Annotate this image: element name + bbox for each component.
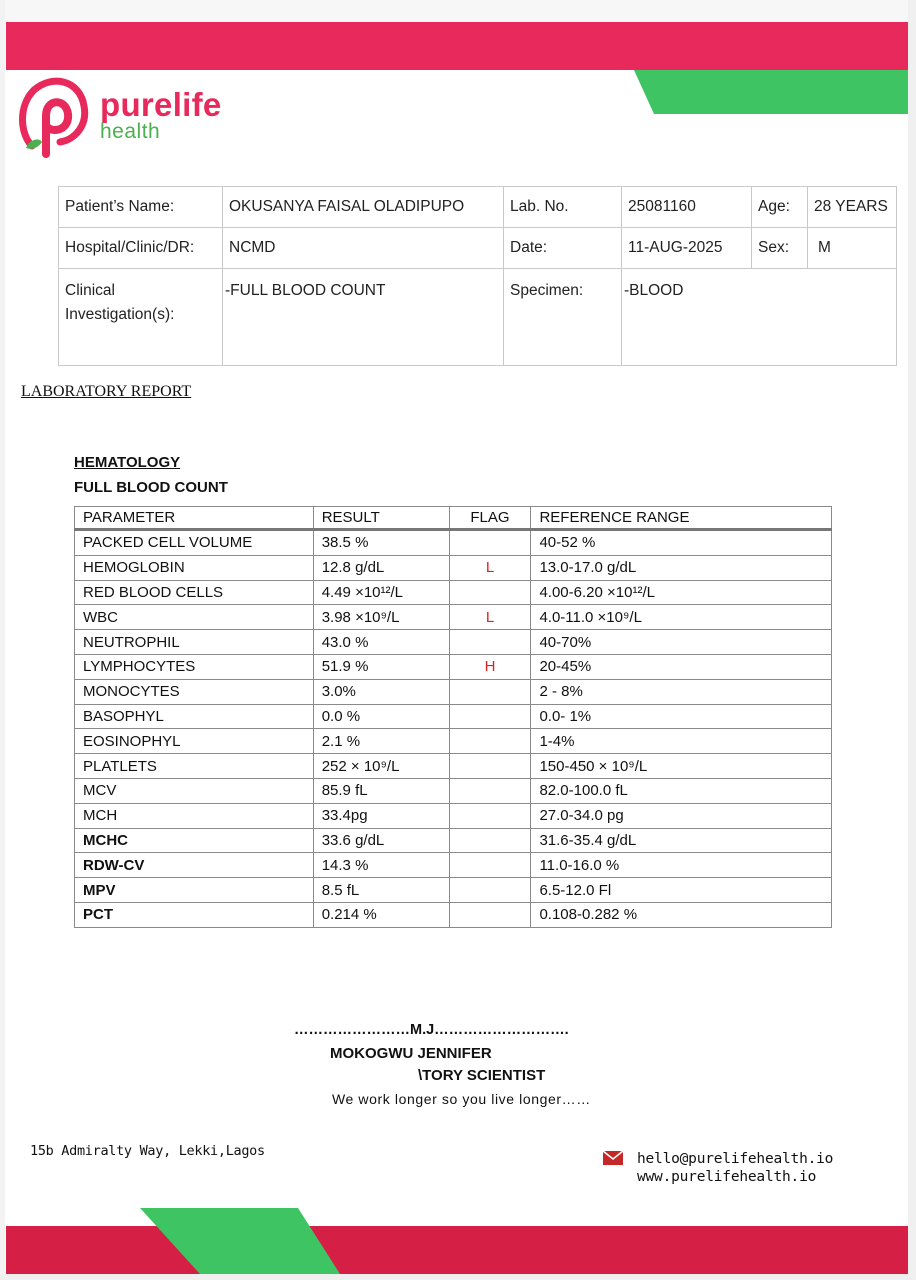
results-body xyxy=(75,530,832,928)
results-table xyxy=(74,506,832,928)
date-value: 11-AUG-2025 xyxy=(622,228,752,269)
table-row xyxy=(75,878,832,903)
brand-name: purelife xyxy=(100,86,222,123)
cell-parameter: PCT xyxy=(75,902,314,927)
cell-result: 8.5 fL xyxy=(313,878,449,903)
table-row xyxy=(75,704,832,729)
cell-flag: L xyxy=(449,555,531,580)
brand-logo-icon xyxy=(18,76,90,160)
table-row xyxy=(75,778,832,803)
table-row xyxy=(75,605,832,630)
cell-reference-range: 0.0- 1% xyxy=(531,704,832,729)
cell-flag xyxy=(449,828,531,853)
contact-website[interactable]: www.purelifehealth.io xyxy=(637,1169,817,1185)
page-frame-bottom xyxy=(0,1274,916,1280)
cell-parameter: MCHC xyxy=(75,828,314,853)
lab-no: 25081160 xyxy=(622,187,752,228)
cell-reference-range: 2 - 8% xyxy=(531,679,832,704)
cell-reference-range: 150-450 × 10⁹/L xyxy=(531,754,832,779)
cell-flag xyxy=(449,902,531,927)
cell-result: 51.9 % xyxy=(313,654,449,679)
cell-result: 252 × 10⁹/L xyxy=(313,754,449,779)
cell-parameter: MCH xyxy=(75,803,314,828)
cell-parameter: PACKED CELL VOLUME xyxy=(75,530,314,556)
cell-reference-range: 4.00-6.20 ×10¹²/L xyxy=(531,580,832,605)
cell-result: 4.49 ×10¹²/L xyxy=(313,580,449,605)
sex-value: M xyxy=(808,228,897,269)
cell-reference-range: 4.0-11.0 ×10⁹/L xyxy=(531,605,832,630)
cell-flag xyxy=(449,853,531,878)
brand-logo xyxy=(100,88,222,142)
cell-parameter: RDW-CV xyxy=(75,853,314,878)
cell-reference-range: 40-70% xyxy=(531,630,832,655)
cell-result: 2.1 % xyxy=(313,729,449,754)
cell-flag xyxy=(449,778,531,803)
results-header-row xyxy=(75,507,832,530)
clinical-label xyxy=(59,269,223,366)
page-frame-top xyxy=(0,0,916,22)
table-row xyxy=(75,902,832,927)
cell-parameter: MPV xyxy=(75,878,314,903)
cell-flag xyxy=(449,530,531,556)
cell-result: 33.4pg xyxy=(313,803,449,828)
table-row xyxy=(75,803,832,828)
table-row xyxy=(75,630,832,655)
cell-result: 43.0 % xyxy=(313,630,449,655)
cell-result: 12.8 g/dL xyxy=(313,555,449,580)
lab-no-label: Lab. No. xyxy=(504,187,622,228)
cell-flag xyxy=(449,679,531,704)
cell-flag xyxy=(449,878,531,903)
cell-result: 0.214 % xyxy=(313,902,449,927)
header-result: RESULT xyxy=(313,507,449,530)
cell-flag xyxy=(449,704,531,729)
cell-flag xyxy=(449,803,531,828)
cell-parameter: BASOPHYL xyxy=(75,704,314,729)
cell-reference-range: 31.6-35.4 g/dL xyxy=(531,828,832,853)
address: 15b Admiralty Way, Lekki,Lagos xyxy=(30,1143,265,1159)
cell-reference-range: 11.0-16.0 % xyxy=(531,853,832,878)
table-row xyxy=(75,654,832,679)
cell-result: 33.6 g/dL xyxy=(313,828,449,853)
cell-reference-range: 13.0-17.0 g/dL xyxy=(531,555,832,580)
cell-reference-range: 0.108-0.282 % xyxy=(531,902,832,927)
hospital-value: NCMD xyxy=(223,228,504,269)
footer-green-stripe xyxy=(6,1208,908,1274)
cell-flag xyxy=(449,630,531,655)
table-row xyxy=(75,729,832,754)
table-row xyxy=(75,853,832,878)
signatory-name: MOKOGWU JENNIFER xyxy=(330,1045,492,1062)
page-frame-left xyxy=(0,0,5,1280)
section-subtitle: FULL BLOOD COUNT xyxy=(74,479,228,496)
clinical-value: -FULL BLOOD COUNT xyxy=(223,269,504,366)
patient-name-label: Patient’s Name: xyxy=(59,187,223,228)
age-label: Age: xyxy=(752,187,808,228)
section-title: HEMATOLOGY xyxy=(74,454,181,471)
cell-result: 0.0 % xyxy=(313,704,449,729)
signatory-title: \TORY SCIENTIST xyxy=(418,1067,546,1084)
specimen-label: Specimen: xyxy=(504,269,622,366)
table-row xyxy=(75,754,832,779)
header-parameter: PARAMETER xyxy=(75,507,314,530)
cell-reference-range: 82.0-100.0 fL xyxy=(531,778,832,803)
report-title: LABORATORY REPORT xyxy=(21,383,192,400)
cell-result: 3.0% xyxy=(313,679,449,704)
cell-parameter: NEUTROPHIL xyxy=(75,630,314,655)
hospital-label: Hospital/Clinic/DR: xyxy=(59,228,223,269)
cell-parameter: RED BLOOD CELLS xyxy=(75,580,314,605)
clinical-label-line2: Investigation(s): xyxy=(65,306,175,323)
brand-sub: health xyxy=(100,120,161,143)
sex-label: Sex: xyxy=(752,228,808,269)
cell-flag xyxy=(449,580,531,605)
cell-flag xyxy=(449,729,531,754)
cell-flag: L xyxy=(449,605,531,630)
mail-icon xyxy=(603,1151,623,1165)
cell-parameter: LYMPHOCYTES xyxy=(75,654,314,679)
specimen-value: -BLOOD xyxy=(622,269,897,366)
cell-result: 38.5 % xyxy=(313,530,449,556)
patient-info-table xyxy=(58,186,897,366)
table-row xyxy=(75,555,832,580)
cell-reference-range: 27.0-34.0 pg xyxy=(531,803,832,828)
cell-reference-range: 40-52 % xyxy=(531,530,832,556)
cell-parameter: WBC xyxy=(75,605,314,630)
date-label: Date: xyxy=(504,228,622,269)
cell-result: 85.9 fL xyxy=(313,778,449,803)
age-value: 28 YEARS xyxy=(808,187,897,228)
cell-flag: H xyxy=(449,654,531,679)
table-row xyxy=(75,679,832,704)
contact-email[interactable]: hello@purelifehealth.io xyxy=(637,1151,834,1167)
cell-reference-range: 20-45% xyxy=(531,654,832,679)
contact-block xyxy=(637,1150,833,1186)
header-band xyxy=(6,22,908,70)
cell-reference-range: 6.5-12.0 Fl xyxy=(531,878,832,903)
page-frame-right xyxy=(908,0,916,1280)
table-row xyxy=(75,828,832,853)
cell-result: 3.98 ×10⁹/L xyxy=(313,605,449,630)
header-reference-range: REFERENCE RANGE xyxy=(531,507,832,530)
table-row xyxy=(75,580,832,605)
clinical-label-line1: Clinical xyxy=(65,282,115,299)
cell-reference-range: 1-4% xyxy=(531,729,832,754)
cell-parameter: MONOCYTES xyxy=(75,679,314,704)
cell-parameter: HEMOGLOBIN xyxy=(75,555,314,580)
cell-parameter: MCV xyxy=(75,778,314,803)
patient-name: OKUSANYA FAISAL OLADIPUPO xyxy=(223,187,504,228)
cell-parameter: PLATLETS xyxy=(75,754,314,779)
motto: We work longer so you live longer…… xyxy=(332,1091,591,1107)
header-flag: FLAG xyxy=(449,507,531,530)
table-row xyxy=(75,530,832,556)
cell-flag xyxy=(449,754,531,779)
cell-result: 14.3 % xyxy=(313,853,449,878)
signature-line: ……………………M.J………………………. xyxy=(294,1022,569,1038)
cell-parameter: EOSINOPHYL xyxy=(75,729,314,754)
